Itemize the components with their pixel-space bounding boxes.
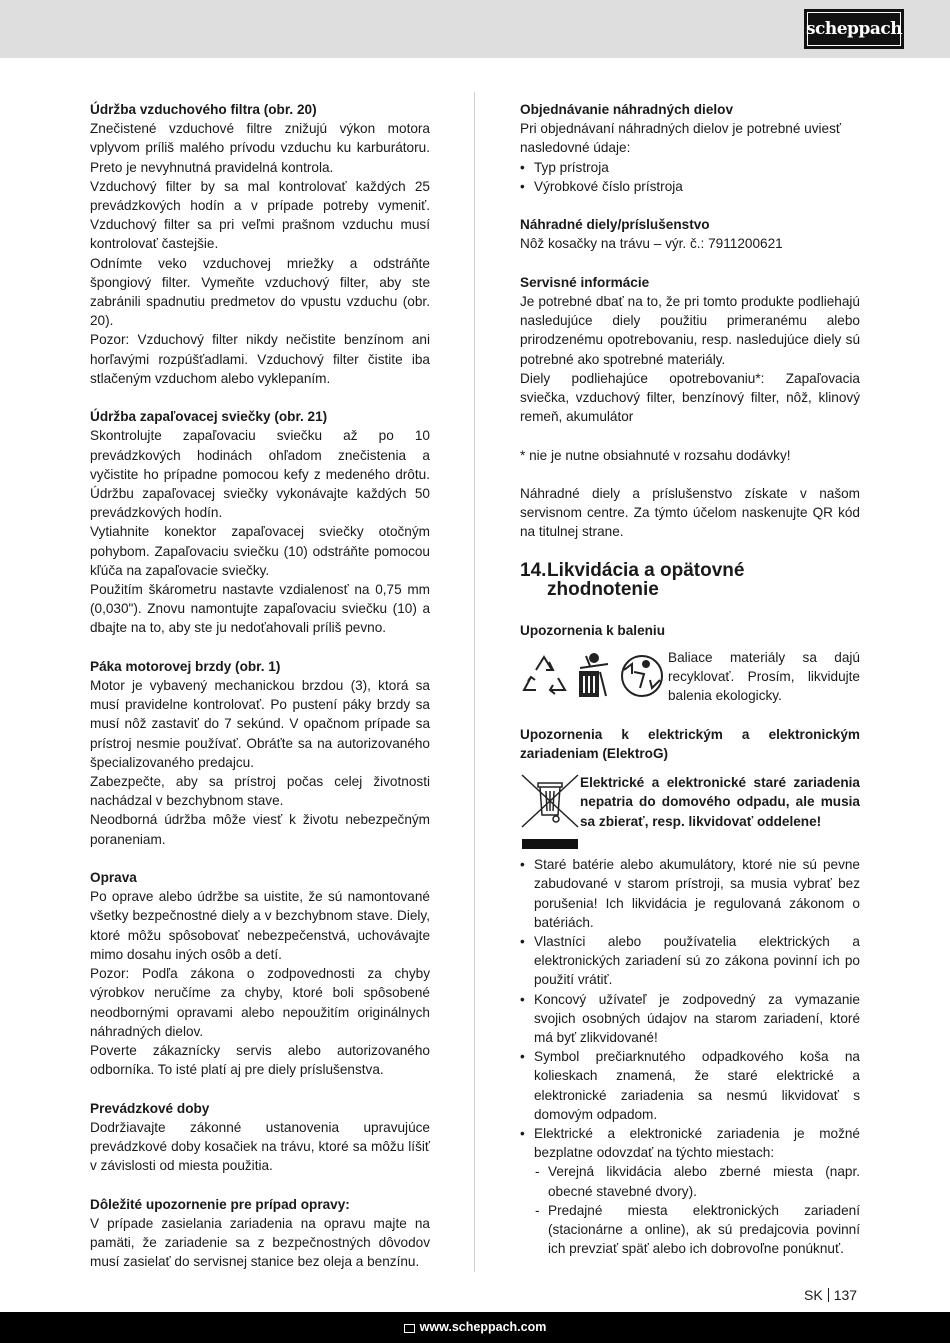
section-ordering-parts: [520, 100, 860, 196]
paragraph: Odnímte veko vzduchovej mriežky a odstráňte špongiový filter. Vymeňte vzduchový filter, aby ste zabránili spadnutiu predmetov do vpustu vzduchu (obr. 20).: [90, 255, 430, 329]
bullet-list: [520, 158, 860, 196]
monitor-icon: [404, 1324, 415, 1333]
paragraph: V prípade zasielania zariadenia na opravu majte na pamäti, že zariadenie sa z bezpečnostných dôvodov musí zasielať do servisnej stanice bez oleja a benzínu.: [90, 1215, 430, 1270]
list-item: [520, 1124, 860, 1258]
chapter-heading: [520, 561, 860, 599]
section-heading: Údržba zapaľovacej sviečky (obr. 21): [90, 409, 328, 425]
list-item: • Výrobkové číslo prístroja: [520, 177, 860, 196]
brand-name: scheppach: [805, 19, 903, 39]
paragraph: Náhradné diely a príslušenstvo získate v našom servisnom centre. Za týmto účelom naskenujte QR kód na titulnej strane.: [520, 486, 860, 540]
paragraph: Dodržiavajte zákonné ustanovenia upravujúce prevádzkové doby kosačiek na trávu, ktoré sa môžu líšiť v závislosti od miesta použitia.: [90, 1119, 430, 1174]
section-heading: Náhradné diely/príslušenstvo: [520, 217, 710, 233]
section-heading: Servisné informácie: [520, 274, 650, 290]
paragraph: Nôž kosačky na trávu – výr. č.: 7911200621: [520, 236, 783, 252]
paragraph: Pozor: Podľa zákona o zodpovednosti za chyby výrobkov neručíme za chyby, ktoré boli spôsobené neodbornými opravami alebo nepoužitím originálnych náhradných dielov.: [90, 966, 430, 1039]
list-item: • Symbol prečiarknutého odpadkového koša na kolieskach znamená, že staré elektrické a elektronické zariadenia sa nesmú likvidovať s domovým odpadom.: [520, 1047, 860, 1124]
section-heading: Páka motorovej brzdy (obr. 1): [90, 658, 281, 674]
paragraph: Poverte zákaznícky servis alebo autorizovaného odborníka. To isté platí aj pre diely príslušenstva.: [90, 1042, 430, 1078]
waste-bin-icon: [580, 654, 608, 696]
section-spare-parts: [520, 215, 860, 253]
paragraph: Pozor: Vzduchový filter nikdy nečistite benzínom ani horľavými rozpúšťadlami. Vzduchový filter čistite iba stlačeným vzduchom alebo vyklepaním.: [90, 332, 430, 386]
section-heading: Upozornenia k baleniu: [520, 622, 666, 638]
website-link[interactable]: www.scheppach.com: [419, 1319, 547, 1334]
section-weee: [520, 725, 860, 1259]
language-code: SK: [804, 1287, 823, 1303]
paragraph: Neodborná údržba môže viesť k životu nebezpečným poraneniam.: [90, 812, 430, 847]
list-item: • Staré batérie alebo akumulátory, ktoré nie sú pevne zabudované v starom prístroji, sa musia vybrať bez porušenia! Ich likvidácia je regulovaná zákonom o batériách.: [520, 855, 860, 932]
section-heading: Upozornenia k elektrickým a elektronickým zariadeniam (ElektroG): [520, 726, 860, 761]
section-repair-notice: [90, 1195, 430, 1272]
paragraph: Skontrolujte zapaľovaciu sviečku až po 10 prevádzkových hodinách ohľadom znečistenia a vyčistite ho prípadne pomocou kefy z medeného drôtu. Údržbu zapaľovacej sviečky vykonávajte každých 50 prevádzkových hodín.: [90, 428, 430, 521]
list-item: - Predajné miesta elektronických zariadení (stacionárne a online), ak sú predajcovia povinní ich prevziať späť alebo ich dobrovoľne ponúknuť.: [534, 1201, 860, 1259]
list-item: • Typ prístroja: [520, 158, 860, 177]
section-heading: Oprava: [90, 870, 137, 886]
list-item-text: Elektrické a elektronické zariadenia je možné bezplatne odovzdať na týchto miestach:: [534, 1126, 860, 1161]
left-column: [90, 100, 430, 1291]
chapter-number: 14.: [520, 559, 547, 581]
section-heading: Údržba vzduchového filtra (obr. 20): [90, 102, 317, 117]
paragraph: Motor je vybavený mechanickou brzdou (3), ktorá sa musí pravidelne kontrolovať. Po pustení páky brzdy sa musí nôž zastaviť do 7 sekúnd. V opačnom prípade sa prístroj nesmie používať. Obráťte sa na autorizovaného špecializovaného predajcu.: [90, 678, 430, 770]
packaging-icons: [520, 648, 668, 704]
column-divider: [474, 92, 475, 1272]
page-number-value: 137: [833, 1287, 858, 1303]
paragraph: Baliace materiály sa dajú recyklovať. Prosím, likvidujte balenia ekologicky.: [668, 650, 860, 704]
paragraph: Diely podliehajúce opotrebovaniu*: Zapaľovacia sviečka, vzduchový filter, benzínový filter, nôž, klinový remeň, akumulátor: [520, 370, 860, 425]
paragraph: Vzduchový filter by sa mal kontrolovať každých 25 prevádzkových hodín a v prípade potreby vymeniť. Vzduchový filter sa pri veľmi prašnom vzduchu musí kontrolovať častejšie.: [90, 178, 430, 252]
warning-text: Elektrické a elektronické staré zariadenia nepatria do domového odpadu, ale musia sa zbierať, resp. likvidovať oddelene!: [580, 775, 860, 829]
page-number: [804, 1286, 857, 1304]
section-repair: [90, 868, 430, 1079]
bullet-list: [520, 855, 860, 1258]
section-brake-lever: [90, 657, 430, 849]
section-operating-times: [90, 1099, 430, 1176]
section-heading: Dôležité upozornenie pre prípad opravy:: [90, 1196, 350, 1212]
paragraph: Pri objednávaní náhradných dielov je potrebné uviesť nasledovné údaje:: [520, 121, 841, 156]
paragraph: Použitím škárometru nastavte vzdialenosť na 0,75 mm (0,030"). Znovu namontujte zapaľovaciu sviečku (10) a dbajte na to, aby ste ju nedoťahovali príliš pevno.: [90, 582, 430, 636]
section-spark-plug: [90, 407, 430, 637]
footnote: * nie je nutne obsiahnuté v rozsahu dodávky!: [520, 447, 791, 463]
section-service-info: [520, 273, 860, 427]
dash-list: [534, 1162, 860, 1258]
brand-logo: [804, 9, 904, 49]
crossed-bin-icon: [520, 773, 580, 855]
list-item: • Koncový užívateľ je zodpovedný za vymazanie svojich osobných údajov na starom zariadení, ktoré má byť zlikvidované!: [520, 990, 860, 1048]
header-bar: [0, 0, 950, 58]
paragraph: Je potrebné dbať na to, že pri tomto produkte podliehajú nasledujúce diely použitiu primeranému alebo prirodzenému opotrebovaniu, resp. nasledujúce diely sú potrebné ako spotrebné materiály.: [520, 294, 860, 367]
list-item: - Verejná likvidácia alebo zberné miesta (napr. obecné stavebné dvory).: [534, 1162, 860, 1200]
paragraph: Zabezpečte, aby sa prístroj počas celej životnosti nachádzal v bezchybnom stave.: [90, 774, 430, 809]
section-heading: Prevádzkové doby: [90, 1100, 210, 1116]
paragraph: Znečistené vzduchové filtre znižujú výkon motora vplyvom príliš malého prívodu vzduchu ku karburátoru. Preto je nevyhnutná pravidelná kontrola.: [90, 121, 430, 175]
footer-bar: [0, 1312, 950, 1343]
right-column: [520, 100, 860, 1258]
section-heading: Objednávanie náhradných dielov: [520, 102, 734, 117]
paragraph: Vytiahnite konektor zapaľovacej sviečky otočným pohybom. Zapaľovaciu sviečku (10) odstráňte pomocou kľúča na zapaľovacie sviečky.: [90, 524, 430, 578]
reuse-icon: [622, 656, 662, 696]
paragraph: Po oprave alebo údržbe sa uistite, že sú namontované všetky bezpečnostné diely a v bezchybnom stave. Diely, ktoré môžu spôsobovať nebezpečenstvá, uchovávajte mimo dosahu iných osôb a detí.: [90, 889, 430, 962]
section-packaging: [520, 621, 860, 706]
chapter-title: Likvidácia a opätovné zhodnotenie: [547, 559, 745, 600]
recycle-icon: [524, 657, 565, 694]
section-air-filter: [90, 100, 430, 388]
list-item: • Vlastníci alebo používatelia elektrických a elektronických zariadení sú zo zákona povinní ich po použití vrátiť.: [520, 932, 860, 990]
